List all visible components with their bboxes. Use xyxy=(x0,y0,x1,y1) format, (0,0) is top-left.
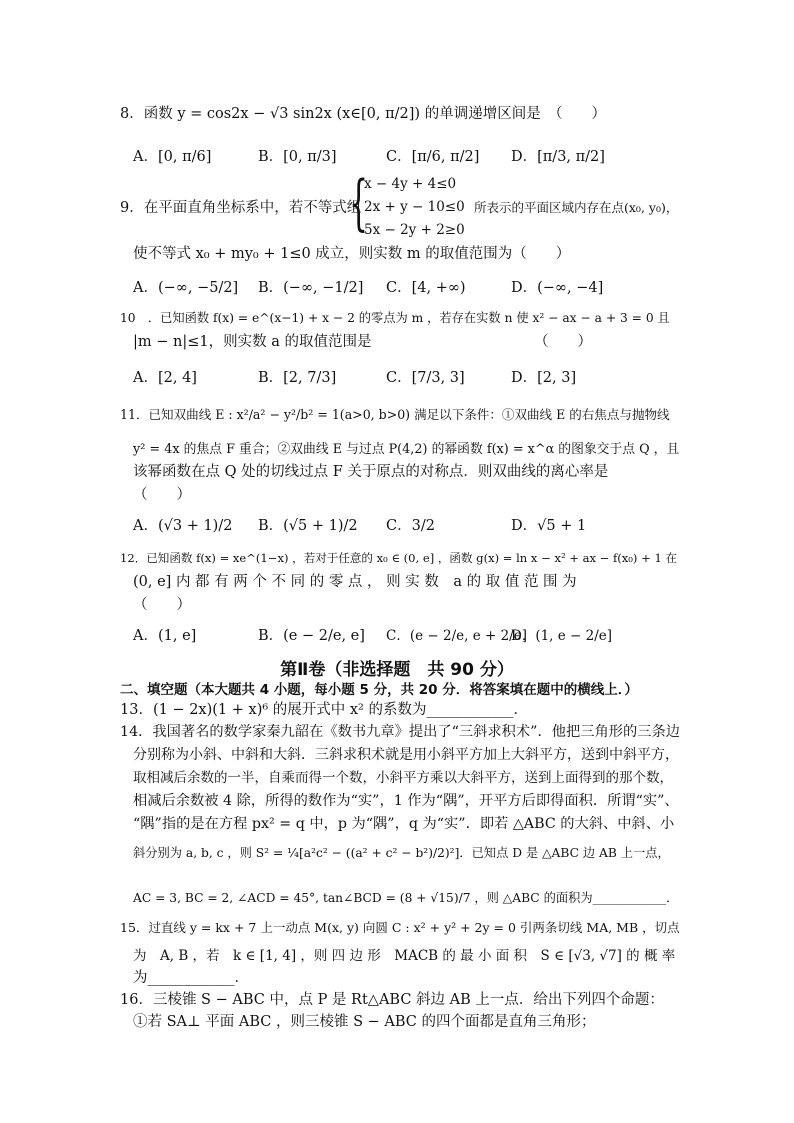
q12-option-a: A．(1, e] xyxy=(133,628,197,644)
q16-line2: ①若 SA⊥ 平面 ABC ，则三棱锥 S − ABC 的四个面都是直角三角形； xyxy=(133,1014,596,1030)
q10-line1: 10 ．已知函数 f(x) = e^(x−1) + x − 2 的零点为 m ，若存在实数 n 使 x² − ax − a + 3 = 0 且 xyxy=(120,311,670,325)
q9-stem-start: 9．在平面直角坐标系中，若不等式组 xyxy=(120,200,362,216)
q13-text: 13．(1 − 2x)(1 + x)⁶ 的展开式中 x² 的系数为____________． xyxy=(120,702,528,718)
q9-system-3: 5x − 2y + 2≥0 xyxy=(364,222,465,238)
q14-last-line: AC = 3, BC = 2, ∠ACD = 45°, tan∠BCD = (8 + √15)/7 ，则 △ABC 的面积为____________． xyxy=(133,891,679,905)
q11-option-c: C．3/2 xyxy=(386,518,435,534)
q11-line1: 11．已知双曲线 E : x²/a² − y²/b² = 1(a>0, b>0) 满足以下条件：①双曲线 E 的右焦点与抛物线 xyxy=(120,407,670,422)
q11-line3: 该幂函数在点 Q 处的切线过点 F 关于原点的对称点．则双曲线的离心率是 xyxy=(133,464,609,480)
q12-option-c: C．(e − 2/e, e + 2/e] xyxy=(386,628,527,644)
q11-option-b: B．(√5 + 1)/2 xyxy=(258,518,358,534)
q10-option-d: D．[2, 3] xyxy=(511,370,577,386)
q9-system-2: 2x + y − 10≤0 xyxy=(364,199,465,215)
q16-line1: 16．三棱锥 S − ABC 中，点 P 是 Rt△ABC 斜边 AB 上一点．给出下列四个命题： xyxy=(120,992,664,1008)
q15-line1: 15．过直线 y = kx + 7 上一动点 M(x, y) 向圆 C : x² + y² + 2y = 0 引两条切线 MA, MB ，切点 xyxy=(120,920,680,935)
q10-paren: （ ） xyxy=(534,334,592,350)
q9-system-brace: { xyxy=(349,168,369,238)
q11-option-a: A．(√3 + 1)/2 xyxy=(133,518,233,534)
q10-option-b: B．[2, 7/3] xyxy=(258,370,337,386)
q8-option-d: D．[π/3, π/2] xyxy=(511,149,605,165)
q8-option-c: C．[π/6, π/2] xyxy=(386,149,480,165)
q14-line5: “隅”指的是在方程 px² = q 中，p 为“隅”，q 为“实”．即若 △ABC 的大斜、中斜、小 xyxy=(133,816,675,832)
q9-system-1: x − 4y + 4≤0 xyxy=(364,176,457,192)
q15-line3: 为____________． xyxy=(133,970,249,986)
q14-line3: 取相减后余数的一半，自乘而得一个数，小斜平方乘以大斜平方，送到上面得到的那个数， xyxy=(133,770,673,786)
q12-line1: 12．已知函数 f(x) = xe^(1−x) ，若对于任意的 x₀ ∈ (0, e] ，函数 g(x) = ln x − x² + ax − f(x₀) + 1 在 xyxy=(120,551,678,565)
q9-option-d: D．(−∞, −4] xyxy=(511,280,604,296)
section-title: 第Ⅱ卷（非选择题 共 90 分） xyxy=(280,660,514,680)
q10-option-c: C．[7/3, 3] xyxy=(386,370,465,386)
q12-line2: (0, e] 内 都 有 两 个 不 同 的 零 点 ， 则 实 数 a 的 取 值 范 围 为 xyxy=(133,574,577,590)
q14-line1: 14．我国著名的数学家秦九韶在《数书九章》提出了“三斜求积术”．他把三角形的三条边 xyxy=(120,724,680,740)
q11-paren: （ ） xyxy=(133,487,191,503)
q12-option-d: D．(1, e − 2/e] xyxy=(511,628,613,644)
q9-option-c: C．[4, +∞) xyxy=(386,280,466,296)
q14-formula-line: 斜分别为 a, b, c ，则 S² = ¼[a²c² − ((a² + c² − b²)/2)²]．已知点 D 是 △ABC 边 AB 上一点， xyxy=(133,846,670,860)
q10-option-a: A．[2, 4] xyxy=(133,370,197,386)
q8-option-b: B．[0, π/3] xyxy=(258,149,337,165)
fill-in-header: 二、填空题（本大题共 4 小题，每小题 5 分，共 20 分．将答案填在题中的横线上．） xyxy=(120,682,639,698)
q11-option-d: D．√5 + 1 xyxy=(511,518,587,534)
q8-stem: 8．函数 y = cos2x − √3 sin2x (x∈[0, π/2]) 的单调递增区间是 xyxy=(120,106,541,122)
q15-line2: 为 A, B ，若 k ∈ [1, 4] ，则 四 边 形 MACB 的 最 小 面 积 S ∈ [√3, √7] 的 概 率 xyxy=(133,948,676,964)
q8-paren: （ ） xyxy=(548,106,606,122)
q14-line2: 分别称为小斜、中斜和大斜．三斜求积术就是用小斜平方加上大斜平方，送到中斜平方， xyxy=(133,747,679,763)
q12-paren: （ ） xyxy=(133,597,191,613)
q14-line4: 相减后余数被 4 除，所得的数作为“实”，1 作为“隅”，开平方后即得面积．所谓“实”、 xyxy=(133,793,679,809)
q9-option-b: B．(−∞, −1/2] xyxy=(258,280,364,296)
q9-stem-end: 所表示的平面区域内存在点(x₀, y₀)， xyxy=(474,200,679,215)
q10-line2: |m − n|≤1，则实数 a 的取值范围是 xyxy=(133,334,372,350)
q11-line2: y² = 4x 的焦点 F 重合；②双曲线 E 与过点 P(4,2) 的幂函数 f(x) = x^α 的图象交于点 Q ，且 xyxy=(133,442,680,457)
q9-line2: 使不等式 x₀ + my₀ + 1≤0 成立，则实数 m 的取值范围为（ ） xyxy=(133,246,571,262)
q12-option-b: B．(e − 2/e, e] xyxy=(258,628,365,644)
q9-option-a: A．(−∞, −5/2] xyxy=(133,280,239,296)
q8-option-a: A．[0, π/6] xyxy=(133,149,212,165)
